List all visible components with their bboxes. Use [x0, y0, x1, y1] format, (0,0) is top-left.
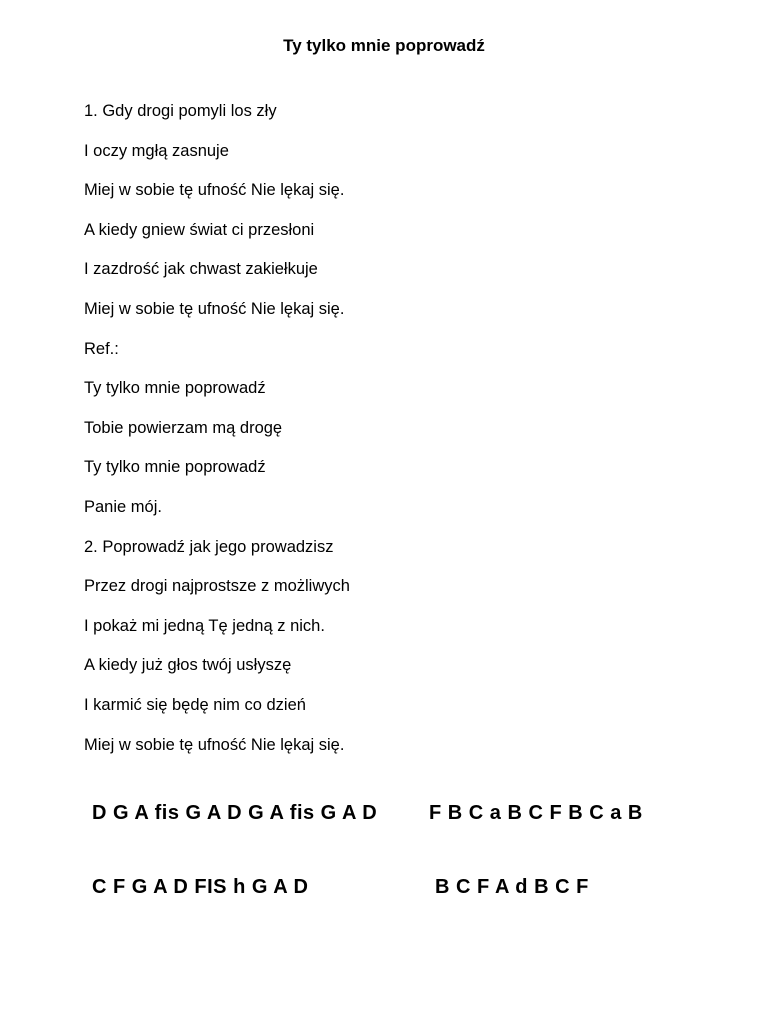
refrain-label: Ref.: — [84, 339, 119, 358]
lyric-line: A kiedy gniew świat ci przesłoni — [84, 220, 315, 239]
chords-row2-left: C F G A D FIS h G A D — [92, 876, 309, 898]
lyric-line: A kiedy już głos twój usłyszę — [84, 656, 292, 675]
lyric-line: 2. Poprowadź jak jego prowadzisz — [84, 537, 334, 556]
lyric-line: I zazdrość jak chwast zakiełkuje — [84, 260, 318, 279]
lyric-line: I karmić się będę nim co dzień — [84, 695, 306, 714]
song-title: Ty tylko mnie poprowadź — [283, 36, 485, 55]
lyrics — [84, 100, 350, 773]
chords-row2-right: B C F A d B C F — [435, 876, 589, 898]
lyric-line: Panie mój. — [84, 497, 162, 516]
lyric-line: I pokaż mi jedną Tę jedną z nich. — [84, 616, 325, 635]
lyric-line: Miej w sobie tę ufność Nie lękaj się. — [84, 299, 345, 318]
lyric-line: Ty tylko mnie poprowadź — [84, 458, 266, 477]
chords-row1-right: F B C a B C F B C a B — [429, 802, 643, 824]
lyric-line: I oczy mgłą zasnuje — [84, 141, 229, 160]
lyric-line: 1. Gdy drogi pomyli los zły — [84, 102, 277, 120]
lyric-line: Ty tylko mnie poprowadź — [84, 379, 266, 398]
chords-row1-left: D G A fis G A D G A fis G A D — [92, 802, 378, 824]
lyric-line: Przez drogi najprostsze z możliwych — [84, 577, 350, 596]
lyric-line: Miej w sobie tę ufność Nie lękaj się. — [84, 735, 345, 754]
lyric-line: Tobie powierzam mą drogę — [84, 418, 283, 437]
lyric-line: Miej w sobie tę ufność Nie lękaj się. — [84, 181, 345, 200]
